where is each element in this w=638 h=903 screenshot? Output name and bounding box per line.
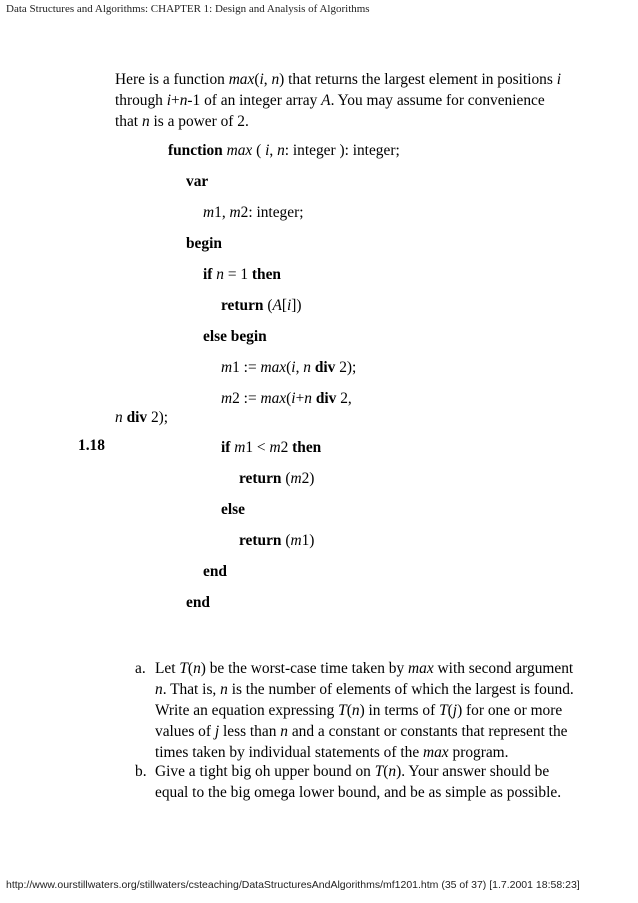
code-line-else: else [221, 501, 245, 518]
code-line-end-inner: end [203, 563, 227, 580]
code-line-m2-continued: n div 2); [115, 409, 169, 426]
question-b [135, 761, 575, 803]
code-line-m2-assign: m2 := max(i+n div 2, [221, 390, 352, 407]
page-footer-url: http://www.ourstillwaters.org/stillwaters/csteaching/DataStructuresAndAlgorithms/mf1201.htm (35 of 37) [1.7.2001 18:58:23] [6, 879, 580, 891]
code-line-return-m1: return (m1) [239, 532, 315, 549]
question-b-label: b. [135, 763, 147, 780]
intro-paragraph: Here is a function max(i, n) that returns the largest element in positions i through i+n-1 of an integer array A. You may assume for convenience that n is a power of 2. [115, 71, 561, 130]
code-line-if-compare: if m1 < m2 then [221, 439, 322, 456]
question-a-text: Let T(n) be the worst-case time taken by max with second argument n. That is, n is the number of elements of which the largest is found. Write an equation expressing T(n) in terms of T(j) for one or more values of j less than n and a constant or constants that represent the times taken by individual statements of the max program. [155, 660, 574, 761]
code-line-return-m2: return (m2) [239, 470, 315, 487]
code-line-function: function max ( i, n: integer ): integer; [168, 142, 400, 159]
problem-number: 1.18 [78, 437, 105, 454]
code-line-else-begin: else begin [203, 328, 267, 345]
page-header: Data Structures and Algorithms: CHAPTER 1: Design and Analysis of Algorithms [6, 3, 370, 15]
code-line-decl: m1, m2: integer; [203, 204, 304, 221]
question-a [135, 658, 575, 763]
code-line-end-outer: end [186, 594, 210, 611]
question-a-label: a. [135, 660, 146, 677]
question-b-text: Give a tight big oh upper bound on T(n). Your answer should be equal to the big omega lower bound, and be as simple as possible. [155, 763, 562, 801]
code-line-return-a: return (A[i]) [221, 297, 302, 314]
code-line-m1-assign: m1 := max(i, n div 2); [221, 359, 357, 376]
code-line-begin: begin [186, 235, 222, 252]
code-line-var: var [186, 173, 209, 190]
code-line-if-n: if n = 1 then [203, 266, 281, 283]
